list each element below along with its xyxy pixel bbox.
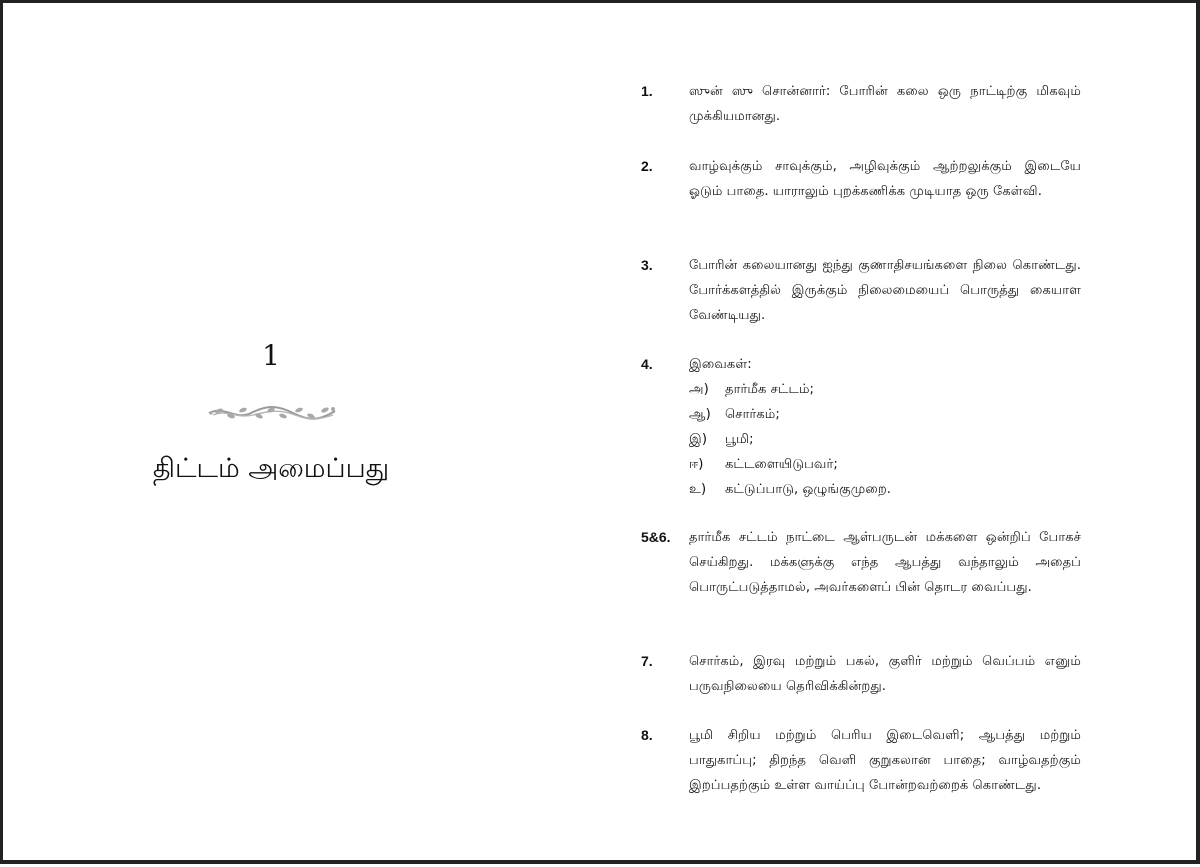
item-number: 2. xyxy=(641,158,653,174)
decorative-vine-ornament-icon xyxy=(205,403,339,423)
sub-item-text: தார்மீக சட்டம்; xyxy=(725,382,814,397)
item-number: 1. xyxy=(641,83,653,99)
left-page xyxy=(3,3,603,867)
item-text: ஸுன் ஸு சொன்னார்: போரின் கலை ஒரு நாட்டிற்கு மிகவும் முக்கியமானது. xyxy=(689,84,1081,124)
sub-item-text: சொர்கம்; xyxy=(725,407,780,422)
sub-item xyxy=(689,452,1081,477)
sub-item-text: பூமி; xyxy=(725,432,754,447)
item-number: 8. xyxy=(641,727,653,743)
sub-item-letter: உ) xyxy=(689,482,707,497)
sub-item-letter: இ) xyxy=(689,432,707,447)
sub-item-letter: ஈ) xyxy=(689,457,704,472)
sub-item xyxy=(689,477,1081,502)
sub-item xyxy=(689,402,1081,427)
item-text: வாழ்வுக்கும் சாவுக்கும், அழிவுக்கும் ஆற்றலுக்கும் இடையே ஓடும் பாதை. யாராலும் புறக்கணிக்க முடியாத ஒரு கேள்வி. xyxy=(689,159,1081,199)
item-text: இவைகள்: xyxy=(689,357,752,372)
sub-item-letter: ஆ) xyxy=(689,407,711,422)
right-page xyxy=(603,3,1200,867)
item-number: 4. xyxy=(641,356,653,372)
item-number: 5&6. xyxy=(641,529,671,545)
sub-list xyxy=(689,377,1081,502)
chapter-number: 1 xyxy=(262,339,280,372)
item-text: பூமி சிறிய மற்றும் பெரிய இடைவெளி; ஆபத்து மற்றும் பாதுகாப்பு; திறந்த வெளி குறுகலான பாதை; வாழ்வதற்கும் இறப்பதற்கும் உள்ள வாய்ப்பு போன்றவற்றைக் கொண்டது. xyxy=(689,728,1081,793)
sub-item xyxy=(689,377,1081,402)
sub-item-letter: அ) xyxy=(689,382,709,397)
item-number: 7. xyxy=(641,653,653,669)
sub-item xyxy=(689,427,1081,452)
item-text: சொர்கம், இரவு மற்றும் பகல், குளிர் மற்றும் வெப்பம் எனும் பருவநிலையை தெரிவிக்கின்றது. xyxy=(689,654,1081,694)
sub-item-text: கட்டுப்பாடு, ஒழுங்குமுறை. xyxy=(725,482,891,497)
item-text: தார்மீக சட்டம் நாட்டை ஆள்பருடன் மக்களை ஒன்றிப் போகச் செய்கிறது. மக்களுக்கு எந்த ஆபத்து வந்தாலும் அதைப் பொருட்படுத்தாமல், அவர்களைப் பின் தொடர வைப்பது. xyxy=(689,530,1081,595)
sub-item-text: கட்டளையிடுபவர்; xyxy=(725,457,838,472)
item-text: போரின் கலையானது ஐந்து குணாதிசயங்களை நிலை கொண்டது. போர்க்களத்தில் இருக்கும் நிலைமையைப் பொருத்து கையாள வேண்டியது. xyxy=(689,258,1081,323)
item-number: 3. xyxy=(641,257,653,273)
chapter-title: திட்டம் அமைப்பது xyxy=(152,453,390,484)
